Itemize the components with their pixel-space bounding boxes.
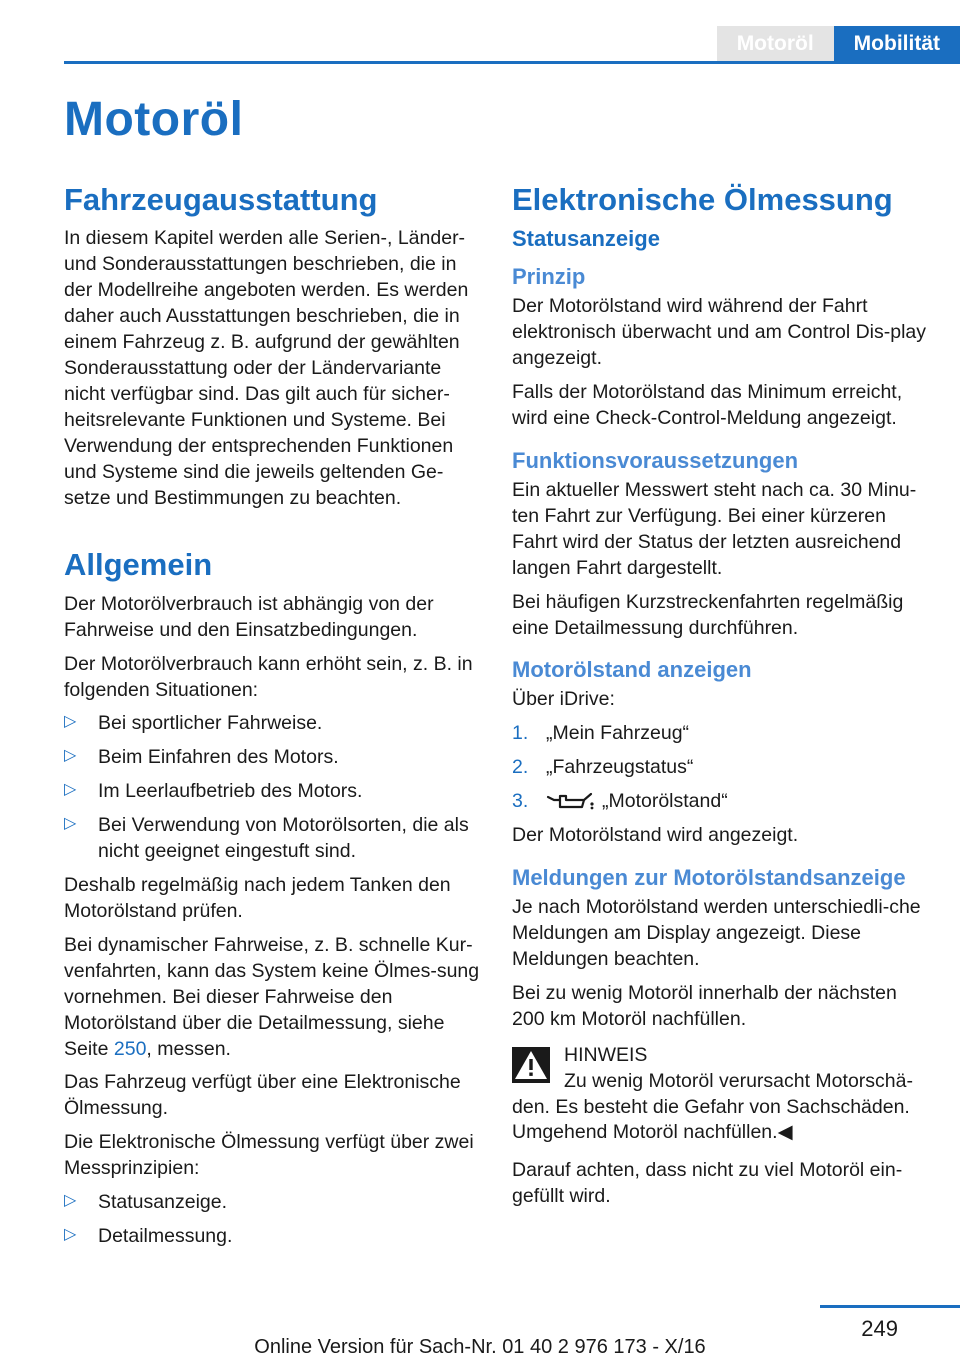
right-column — [512, 180, 930, 1218]
paragraph: Der Motorölstand wird während der Fahrt elektronisch überwacht und am Control Dis-play angezeigt. — [512, 295, 927, 370]
list-item: ▷ Im Leerlaufbetrieb des Motors. — [64, 780, 363, 803]
paragraph: Über iDrive: — [512, 688, 615, 711]
list-item: 1. „Mein Fahrzeug“ — [512, 722, 690, 745]
tab-mobilitaet[interactable]: Mobilität — [834, 26, 960, 62]
situations-list — [64, 711, 482, 865]
page-number: 249 — [861, 1316, 898, 1341]
heading-motoroelstand-anzeigen: Motorölstand anzeigen — [512, 657, 752, 683]
paragraph-with-link: Bei dynamischer Fahrweise, z. B. schnelle Kur-venfahrten, kann das System keine Ölmes-sung vornehmen. Bei dieser Fahrweise den Motorölstand über die Detailmessung, siehe Seite 250, messen. — [64, 933, 480, 1060]
paragraph: Falls der Motorölstand das Minimum erreicht, wird eine Check-Control-Meldung angezeigt. — [512, 381, 903, 429]
triangle-bullet-icon: ▷ — [64, 781, 77, 799]
warning-title: HINWEIS — [564, 1043, 648, 1066]
triangle-bullet-icon: ▷ — [64, 1226, 77, 1244]
heading-fahrzeugausstattung: Fahrzeugausstattung — [64, 182, 378, 217]
paragraph: Der Motorölstand wird angezeigt. — [512, 824, 799, 847]
paragraph: Das Fahrzeug verfügt über eine Elektronische Ölmessung. — [64, 1071, 461, 1120]
heading-allgemein: Allgemein — [64, 547, 213, 583]
list-item: ▷ Detailmessung. — [64, 1225, 233, 1248]
footer-rule — [820, 1305, 960, 1308]
left-column — [64, 180, 482, 1258]
heading-statusanzeige: Statusanzeige — [512, 226, 660, 252]
paragraph: Der Motorölverbrauch kann erhöht sein, z. B. in folgenden Situationen: — [64, 652, 473, 701]
warning-note — [512, 1043, 930, 1147]
paragraph: Ein aktueller Messwert steht nach ca. 30 Minu-ten Fahrt zur Verfügung. Bei einer kürzeren Fahrt wird der Status der letzten ausreichend langen Fahrt dargestellt. — [512, 478, 917, 579]
triangle-bullet-icon: ▷ — [64, 1192, 77, 1210]
paragraph: Bei häufigen Kurzstreckenfahrten regelmäßig eine Detailmessung durchführen. — [512, 590, 904, 639]
list-item: 2. „Fahrzeugstatus“ — [512, 756, 694, 779]
paragraph: Je nach Motorölstand werden unterschiedli-che Meldungen am Display angezeigt. Diese Meldungen beachten. — [512, 896, 921, 970]
chapter-tabs — [717, 26, 960, 62]
paragraph: Deshalb regelmäßig nach jedem Tanken den Motorölstand prüfen. — [64, 874, 451, 922]
page-link[interactable]: 250 — [113, 1037, 147, 1060]
heading-prinzip: Prinzip — [512, 264, 586, 290]
paragraph-ausstattung: In diesem Kapitel werden alle Serien-, Länder- und Sonderausstattungen beschrieben, die in der Modellreihe angeboten werden. Es werden daher auch Ausstattungen beschrieben, die in einem Fahrzeug z. B. aufgrund der gewählten Sonderausstattung oder der Ländervariante nicht verfügbar sind. Das gilt auch für sicher-heitsrelevante Funktionen und Systeme. Bei Verwendung der entsprechenden Funktionen und Systeme sind die jeweils geltenden Ge-setze und Bestimmungen zu beachten. — [64, 227, 469, 509]
paragraph: Die Elektronische Ölmessung verfügt über zwei Messprinzipien: — [64, 1131, 474, 1180]
heading-elektronische-oelmessung: Elektronische Ölmessung — [512, 182, 893, 217]
list-item: ▷ Bei Verwendung von Motorölsorten, die als nicht geeignet eingestuft sind. — [64, 814, 469, 863]
tab-motoroel[interactable]: Motoröl — [717, 26, 834, 62]
header-rule — [64, 61, 960, 64]
idrive-steps-list — [512, 721, 930, 815]
heading-meldungen: Meldungen zur Motorölstandsanzeige — [512, 865, 906, 891]
list-item: 3. „Motorölstand“ — [512, 790, 728, 813]
triangle-bullet-icon: ▷ — [64, 815, 77, 833]
list-item: ▷ Beim Einfahren des Motors. — [64, 746, 339, 769]
paragraph: Der Motorölverbrauch ist abhängig von der Fahrweise und den Einsatzbedingungen. — [64, 592, 434, 641]
oil-can-icon — [546, 790, 594, 810]
list-item: ▷ Statusanzeige. — [64, 1191, 228, 1214]
heading-funktionsvoraussetzungen: Funktionsvoraussetzungen — [512, 447, 799, 473]
warning-triangle-icon — [512, 1047, 550, 1083]
warning-text: Zu wenig Motoröl verursacht Motorschä-den. Es besteht die Gefahr von Sachschäden. Umgehend Motoröl nachfüllen.◀ — [512, 1069, 913, 1144]
paragraph: Darauf achten, dass nicht zu viel Motoröl ein-gefüllt wird. — [512, 1159, 903, 1208]
paragraph: Bei zu wenig Motoröl innerhalb der nächsten 200 km Motoröl nachfüllen. — [512, 981, 897, 1030]
triangle-bullet-icon: ▷ — [64, 713, 77, 731]
online-version-note: Online Version für Sach-Nr. 01 40 2 976 173 - X/16 — [254, 1336, 706, 1358]
list-item: ▷ Bei sportlicher Fahrweise. — [64, 712, 323, 735]
page-title: Motoröl — [64, 93, 244, 146]
principles-list — [64, 1190, 482, 1250]
triangle-bullet-icon: ▷ — [64, 747, 77, 765]
